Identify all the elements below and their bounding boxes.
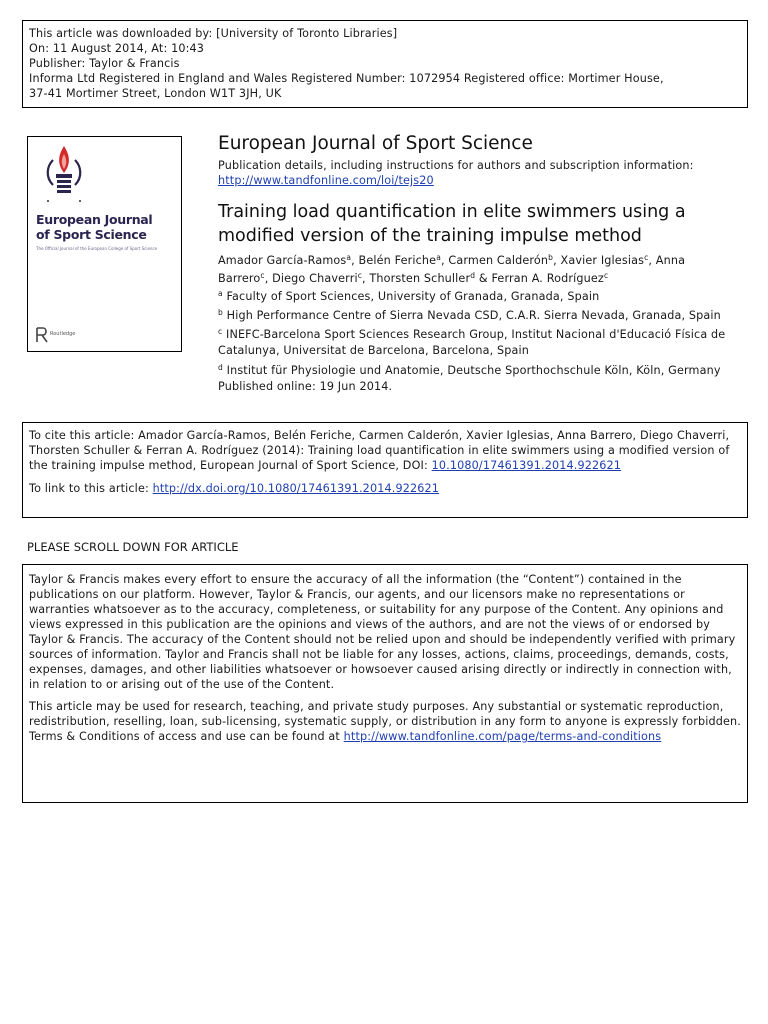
author-name: Amador García-Ramos — [218, 254, 347, 267]
affiliation-a — [218, 289, 753, 305]
author-name: Carmen Calderón — [448, 254, 549, 267]
article-title: Training load quantification in elite swimmers using a modified version of the training impulse method — [218, 202, 686, 246]
download-info-line: This article was downloaded by: [University of Toronto Libraries] — [29, 27, 398, 40]
publication-details — [218, 158, 694, 188]
publisher-line: Publisher: Taylor & Francis — [29, 57, 180, 70]
author-name: Belén Feriche — [358, 254, 437, 267]
citation-text — [29, 428, 741, 473]
author-affiliation-marker: b — [548, 253, 554, 262]
scroll-down-notice: PLEASE SCROLL DOWN FOR ARTICLE — [27, 540, 239, 554]
registration-line: Informa Ltd Registered in England and Wales Registered Number: 1072954 Registered office: Mortimer House, — [29, 72, 664, 85]
affiliation-text: INEFC-Barcelona Sport Sciences Research Group, Institut Nacional d'Educació Física de Catalunya, Universitat de Barcelona, Barcelona, Spain — [218, 328, 726, 357]
affiliation-d — [218, 363, 753, 379]
cover-title-line: European Journal — [36, 212, 153, 227]
affiliation-marker: b — [218, 308, 223, 317]
article-url-link[interactable]: http://dx.doi.org/10.1080/17461391.2014.922621 — [152, 482, 440, 495]
terms-paragraph — [29, 699, 741, 744]
article-link-row — [29, 481, 741, 496]
author-separator: , — [351, 254, 359, 267]
disclaimer-paragraph: Taylor & Francis makes every effort to ensure the accuracy of all the information (the “Content”) contained in the publications on our platform. However, Taylor & Francis, our agents, and our licensors make no representations or warranties whatsoever as to the accuracy, completeness, or suitability for any purpose of the Content. Any opinions and views expressed in this publication are the opinions and views of the authors, and are not the views of or endorsed by Taylor & Francis. The accuracy of the Content should not be relied upon and should be independently verified with primary sources of information. Taylor and Francis shall not be liable for any losses, actions, claims, proceedings, demands, costs, expenses, damages, and other liabilities whatsoever or howsoever caused arising directly or indirectly in connection with, in relation to or arising out of the use of the Content. — [29, 573, 736, 691]
routledge-logo-icon — [35, 327, 49, 343]
author-affiliation-marker: c — [603, 271, 609, 280]
author-list — [218, 252, 753, 288]
affiliation-text: High Performance Centre of Sierra Nevada CSD, C.A.R. Sierra Nevada, Granada, Spain — [226, 309, 721, 322]
journal-url-link[interactable]: http://www.tandfonline.com/loi/tejs20 — [218, 174, 434, 187]
author-affiliation-marker: c — [644, 253, 649, 262]
download-info-box — [22, 20, 748, 108]
author-separator: , — [264, 272, 273, 285]
journal-title: European Journal of Sport Science — [218, 133, 533, 154]
author-affiliation-marker: c — [357, 271, 362, 280]
address-line: 37-41 Mortimer Street, London W1T 3JH, UK — [29, 87, 282, 100]
published-date: Published online: 19 Jun 2014. — [218, 380, 393, 393]
journal-cover-image — [27, 136, 182, 352]
author-separator: , — [440, 254, 449, 267]
doi-link[interactable]: 10.1080/17461391.2014.922621 — [431, 459, 622, 472]
author-name: Xavier Iglesias — [560, 254, 645, 267]
author-name: Ferran A. Rodríguez — [491, 272, 604, 285]
affiliation-marker: a — [218, 289, 223, 298]
cover-publisher: Routledge — [50, 331, 76, 337]
disclaimer-box — [22, 564, 748, 803]
author-affiliation-marker: d — [470, 271, 476, 280]
author-separator: , — [648, 254, 656, 267]
affiliation-text: Faculty of Sport Sciences, University of Granada, Granada, Spain — [226, 290, 600, 303]
publication-details-text: Publication details, including instructions for authors and subscription information: — [218, 159, 694, 172]
torch-logo-icon — [34, 143, 94, 209]
author-name: Thorsten Schuller — [369, 272, 471, 285]
author-name: Diego Chaverri — [272, 272, 358, 285]
cover-title-line: of Sport Science — [36, 227, 147, 242]
citation-box — [22, 422, 748, 518]
affiliation-b — [218, 308, 753, 324]
affiliation-text: Institut für Physiologie und Anatomie, Deutsche Sporthochschule Köln, Köln, Germany — [226, 364, 721, 377]
download-date-line: On: 11 August 2014, At: 10:43 — [29, 42, 205, 55]
author-separator: & — [475, 272, 492, 285]
cover-title — [36, 212, 152, 242]
author-affiliation-marker: a — [346, 253, 352, 262]
terms-link[interactable]: http://www.tandfonline.com/page/terms-and-conditions — [343, 730, 662, 743]
terms-text: This article may be used for research, teaching, and private study purposes. Any substantial or systematic reproduction, redistribution, reselling, loan, sub-licensing, systematic supply, or distribution in any form to anyone is expressly forbidden. Terms & Conditions of access and use can be found at — [29, 700, 741, 743]
author-name: Anna Barrero — [218, 254, 686, 285]
affiliation-c — [218, 327, 753, 359]
author-affiliation-marker: a — [436, 253, 441, 262]
citation-body: To cite this article: Amador García-Ramos, Belén Feriche, Carmen Calderón, Xavier Iglesias, Anna Barrero, Diego Chaverri, Thorsten Schuller & Ferran A. Rodríguez (2014): Training load quantification in elite swimmers using a modified version of the training impulse method, European Journal of Sport Science, DOI: — [29, 429, 730, 472]
cover-subtitle: The Official Journal of the European College of Sport Science — [36, 246, 158, 251]
author-affiliation-marker: c — [260, 271, 265, 280]
affiliation-marker: d — [218, 363, 223, 372]
affiliation-marker: c — [218, 327, 223, 336]
author-separator: , — [553, 254, 561, 267]
article-link-label: To link to this article: — [29, 482, 153, 495]
author-separator: , — [362, 272, 370, 285]
